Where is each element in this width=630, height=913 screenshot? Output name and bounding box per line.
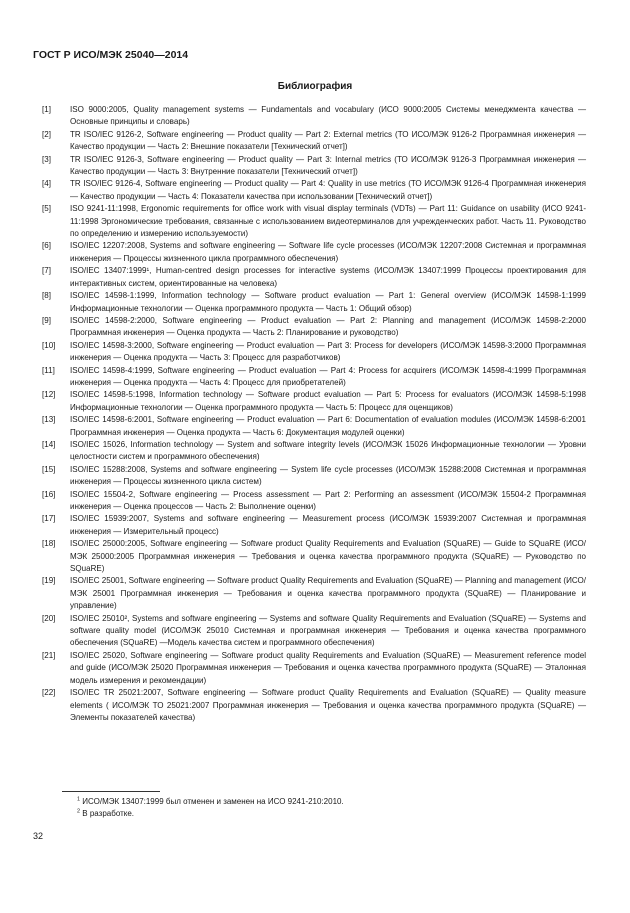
reference-text: ISO 9000:2005, Quality management systems — Fundamentals and vocabulary (ИСО 9000:2005 Системы менеджмента качества — Основные принципы и словарь) [70, 105, 586, 127]
reference-item [42, 513, 586, 538]
reference-text: ISO/IEC 25020, Software engineering — Software product quality Requirements and Evaluation (SQuaRE) — Measurement reference model and guide (ИСО/МЭК 25020 Программная инженерия — Требования и оценка качества программного продукта (SQuaRE) — Эталонная модель измерения и рекомендации) [70, 650, 586, 685]
reference-number: [2] [42, 129, 51, 139]
document-header: ГОСТ Р ИСО/МЭК 25040—2014 [33, 49, 189, 61]
footnote-divider [62, 791, 160, 792]
reference-number: [10] [42, 340, 56, 350]
reference-number: [6] [42, 241, 51, 251]
reference-number: [18] [42, 539, 56, 549]
reference-text: ISO/IEC 14598-2:2000, Software engineering — Product evaluation — Part 2: Planning and management (ИСО/МЭК 14598-2:2000 Программная инженерия — Оценка продукта — Часть 2: Планирование и руководство) [70, 315, 586, 338]
reference-item [42, 265, 586, 290]
reference-item [42, 650, 586, 687]
reference-number: [9] [42, 315, 51, 325]
reference-item [42, 687, 586, 724]
reference-text: ISO/IEC 14598-3:2000, Software engineering — Product evaluation — Part 3: Process for developers (ИСО/МЭК 14598-3:2000 Программная инженерия — Оценка продукта — Часть 3: Процесс для разработчиков) [70, 340, 586, 363]
reference-item [42, 489, 586, 514]
reference-item [42, 439, 586, 464]
reference-number: [3] [42, 154, 51, 164]
reference-number: [16] [42, 489, 56, 499]
reference-number: [20] [42, 613, 56, 623]
reference-item [42, 240, 586, 265]
reference-number: [19] [42, 576, 56, 586]
reference-number: [14] [42, 439, 56, 449]
reference-item [42, 315, 586, 340]
reference-item [42, 365, 586, 390]
reference-number: [5] [42, 204, 51, 214]
reference-text: TR ISO/IEC 9126-3, Software engineering — Product quality — Part 3: Internal metrics (ТО ИСО/МЭК 9126-3 Программная инженерия — Качество продукции — Часть 3: Внутренние показатели [Технический отчет]) [70, 154, 586, 177]
reference-item [42, 340, 586, 365]
reference-number: [1] [42, 105, 51, 114]
reference-text: ISO/IEC 15504-2, Software engineering — Process assessment — Part 2: Performing an assessment (ИСО/МЭК 15504-2 Программная инженерия — Оценка процессов — Часть 2: Выполнение оценки) [70, 489, 586, 511]
reference-text: ISO/IEC 14598-6:2001, Software engineering — Product evaluation — Part 6: Documentation of evaluation modules (ИСО/МЭК 14598-6:2001 Программная инженерия — Оценка продукта — Часть 6: Документация модулей оценки) [70, 415, 586, 437]
reference-text: ISO/IEC 15026, Information technology — System and software integrity levels (ИСО/МЭК 15026 Информационные технологии — Уровни целостности систем и программного обеспечения) [70, 439, 586, 462]
reference-text: ISO/IEC 25001, Software engineering — Software product Quality Requirements and Evaluation (SQuaRE) — Planning and management (ИСО/МЭК 25001 Программная инженерия — Требования и оценка качества программного продукта (SQuaRE) — Планирование и управление) [70, 576, 586, 611]
reference-text: ISO/IEC 12207:2008, Systems and software engineering — Software life cycle processes (ИСО/МЭК 12207:2008 Системная и программная инженерия — Процессы жизненного цикла программного обеспечения) [70, 241, 586, 263]
reference-item [42, 389, 586, 414]
reference-text: ISO/IEC 13407:1999¹, Human-centred design processes for interactive systems (ИСО/МЭК 13407:1999 Процессы проектирования для интерактивных систем, ориентированные на человека) [70, 266, 586, 288]
reference-text: ISO 9241-11:1998, Ergonomic requirements for office work with visual display terminals (VDTs) — Part 11: Guidance on usability (ИСО 9241-11:1998 Эргономические требования, связанные с использованием видеотерминалов для учрежденческих работ. Часть 11. Руководство по определению и измерению используемости) [70, 204, 586, 239]
reference-text: ISO/IEC 14598-1:1999, Information technology — Software product evaluation — Part 1: General overview (ИСО/МЭК 14598-1:1999 Информационные технологии — Оценка программного продукта — Часть 1: Общий обзор) [70, 291, 586, 313]
reference-number: [17] [42, 514, 56, 524]
footnote-2 [77, 808, 134, 819]
reference-text: TR ISO/IEC 9126-2, Software engineering — Product quality — Part 2: External metrics (ТО ИСО/МЭК 9126-2 Программная инженерия — Качество продукции — Часть 2: Внешние показатели [Технический отчет]) [70, 129, 586, 152]
reference-item [42, 178, 586, 203]
bibliography-list [42, 104, 586, 724]
footnote-text: ИСО/МЭК 13407:1999 был отменен и заменен на ИСО 9241-210:2010. [82, 797, 344, 806]
reference-text: ISO/IEC 14598-4:1999, Software engineering — Product evaluation — Part 4: Process for acquirers (ИСО/МЭК 14598-4:1999 Программная инженерия — Оценка продукта — Часть 4: Процесс для приобретателей) [70, 365, 586, 387]
reference-number: [12] [42, 390, 56, 400]
reference-item [42, 290, 586, 315]
reference-item [42, 129, 586, 154]
page-number: 32 [33, 831, 44, 841]
reference-text: ISO/IEC 25010², Systems and software engineering — Systems and software Quality Requirements and Evaluation (SQuaRE) — Systems and software quality model (ИСО/МЭК 25010 Системная и программная инженерия — Требования и оценка качества программного обеспечения (SQuaRE) —Модель качества систем и программного обеспечения) [70, 613, 586, 648]
reference-number: [15] [42, 464, 56, 474]
reference-text: ISO/IEC TR 25021:2007, Software engineering — Software product Quality Requirements and Evaluation (SQuaRE) — Quality measure elements ( ИСО/МЭК ТО 25021:2007 Программная инженерия — Требования и оценка качества программного продукта (SQuaRE) — Элементы показателей качества) [70, 688, 586, 722]
reference-item [42, 104, 586, 129]
reference-item [42, 538, 586, 575]
reference-number: [22] [42, 688, 56, 698]
reference-text: TR ISO/IEC 9126-4, Software engineering — Product quality — Part 4: Quality in use metrics (ТО ИСО/МЭК 9126-4 Программная инженерия — Качество продукции — Часть 4: Показатели качества при использовании [Технический отчет]) [70, 179, 586, 201]
footnote-text: В разработке. [82, 809, 135, 818]
reference-number: [8] [42, 291, 51, 301]
reference-text: ISO/IEC 15939:2007, Systems and software engineering — Measurement process (ИСО/МЭК 15939:2007 Системная и программная инженерия — Измерительный процесс) [70, 514, 586, 536]
footnote-mark: 2 [77, 808, 81, 815]
reference-item [42, 414, 586, 439]
reference-text: ISO/IEC 15288:2008, Systems and software engineering — System life cycle processes (ИСО/МЭК 15288:2008 Системная и программная инженерия — Процессы жизненного цикла систем) [70, 464, 586, 487]
reference-item [42, 464, 586, 489]
reference-text: ISO/IEC 25000:2005, Software engineering — Software product Quality Requirements and Evaluation (SQuaRE) — Guide to SQuaRE (ИСО/МЭК 25000:2005 Программная инженерия — Требования и оценка качества программного продукта (SQuaRE) — Руководство по SQuaRE) [70, 539, 586, 574]
reference-item [42, 203, 586, 240]
reference-item [42, 613, 586, 650]
reference-text: ISO/IEC 14598-5:1998, Information technology — Software product evaluation — Part 5: Process for evaluators (ИСО/МЭК 14598-5:1998 Информационные технологии — Оценка программного продукта — Часть 5: Процесс для оценщиков) [70, 390, 586, 412]
reference-item [42, 154, 586, 179]
reference-number: [7] [42, 266, 51, 276]
footnote-1 [77, 796, 344, 807]
footnote-mark: 1 [77, 796, 81, 803]
reference-number: [13] [42, 415, 56, 425]
reference-item [42, 575, 586, 612]
reference-number: [11] [42, 365, 55, 375]
reference-number: [21] [42, 650, 56, 660]
reference-number: [4] [42, 179, 51, 189]
bibliography-title: Библиография [277, 81, 353, 92]
